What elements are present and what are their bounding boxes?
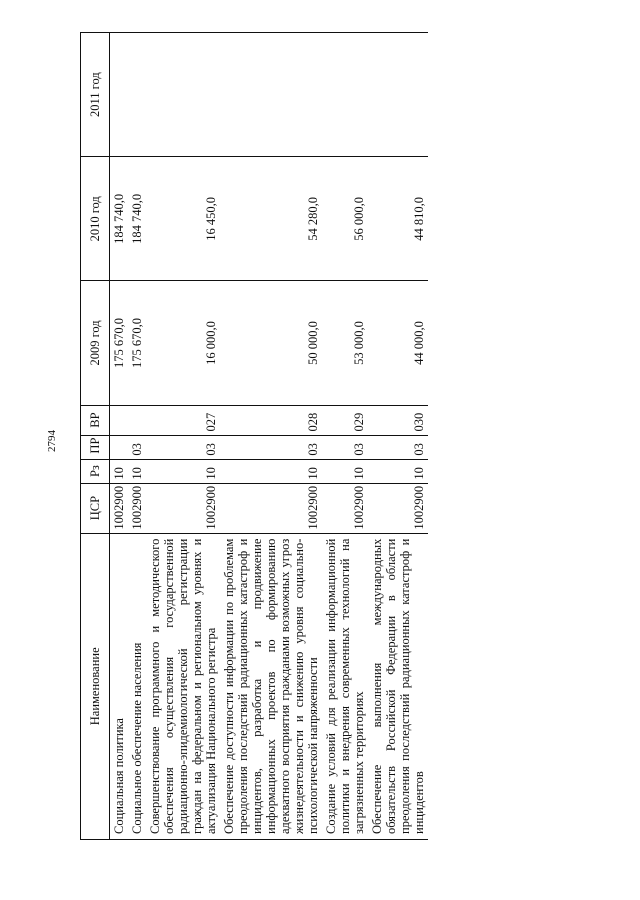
- row-2010: 184 740,0: [110, 157, 129, 281]
- row-csr: 1002900: [146, 483, 220, 533]
- row-2011: [146, 33, 220, 157]
- row-name: Совершенствование программного и методического обеспечения осуществления государственной радиационно-эпидемиологической регистрации граждан на федеральном и региональном уровнях и актуализация Национального регистра: [146, 533, 220, 839]
- row-pr: 03: [128, 435, 146, 459]
- budget-table: [80, 32, 428, 840]
- header-name: Наименование: [81, 533, 110, 839]
- table-row: [146, 33, 220, 840]
- row-2009: 50 000,0: [220, 281, 322, 405]
- row-vr: 028: [220, 405, 322, 435]
- table-row: [368, 33, 428, 840]
- header-row: [81, 33, 110, 840]
- header-vr: ВР: [81, 405, 110, 435]
- row-2010: 56 000,0: [322, 157, 368, 281]
- row-2011: [322, 33, 368, 157]
- row-csr: 1002900: [110, 483, 129, 533]
- row-vr: 027: [146, 405, 220, 435]
- table-row: [220, 33, 322, 840]
- row-pr: 03: [146, 435, 220, 459]
- row-name: Обеспечение выполнения международных обязательств Российской Федерации в области преодоления последствий радиационных катастроф и инцидентов: [368, 533, 428, 839]
- row-2011: [368, 33, 428, 157]
- row-csr: 1002900: [322, 483, 368, 533]
- row-rz: 10: [368, 459, 428, 483]
- header-rz: Рз: [81, 459, 110, 483]
- row-pr: 03: [368, 435, 428, 459]
- header-2010: 2010 год: [81, 157, 110, 281]
- row-name: Обеспечение доступности информации по проблемам преодоления последствий радиационных катастроф и инцидентов, разработка и продвижение информационных проектов по формированию адекватного восприятия гражданами возможных угроз жизнедеятельности и снижению уровня социально-психологической напряженности: [220, 533, 322, 839]
- table-body: [110, 33, 429, 840]
- row-2010: 54 280,0: [220, 157, 322, 281]
- row-2009: 53 000,0: [322, 281, 368, 405]
- row-2009: 44 000,0: [368, 281, 428, 405]
- row-name: Социальная политика: [110, 533, 129, 839]
- table-row: [322, 33, 368, 840]
- row-pr: 03: [220, 435, 322, 459]
- row-vr: 030: [368, 405, 428, 435]
- row-pr: [110, 435, 129, 459]
- row-vr: [128, 405, 146, 435]
- row-vr: [110, 405, 129, 435]
- row-2010: 44 810,0: [368, 157, 428, 281]
- header-pr: ПР: [81, 435, 110, 459]
- rotated-table-container: [80, 32, 614, 840]
- header-2009: 2009 год: [81, 281, 110, 405]
- row-rz: 10: [128, 459, 146, 483]
- row-pr: 03: [322, 435, 368, 459]
- row-2011: [128, 33, 146, 157]
- header-2011: 2011 год: [81, 33, 110, 157]
- row-2011: [110, 33, 129, 157]
- row-rz: 10: [110, 459, 129, 483]
- row-2009: 16 000,0: [146, 281, 220, 405]
- row-csr: 1002900: [220, 483, 322, 533]
- table-header: [81, 33, 110, 840]
- row-csr: 1002900: [368, 483, 428, 533]
- table-row: [128, 33, 146, 840]
- row-2010: 16 450,0: [146, 157, 220, 281]
- row-2009: 175 670,0: [128, 281, 146, 405]
- row-2011: [220, 33, 322, 157]
- header-csr: ЦСР: [81, 483, 110, 533]
- row-2010: 184 740,0: [128, 157, 146, 281]
- page-number: 2794: [46, 430, 58, 452]
- row-name: Социальное обеспечение населения: [128, 533, 146, 839]
- table-row: [110, 33, 129, 840]
- row-csr: 1002900: [128, 483, 146, 533]
- row-name: Создание условий для реализации информационной политики и внедрения современных технологий на загрязненных территориях: [322, 533, 368, 839]
- row-rz: 10: [146, 459, 220, 483]
- row-2009: 175 670,0: [110, 281, 129, 405]
- row-rz: 10: [322, 459, 368, 483]
- row-vr: 029: [322, 405, 368, 435]
- row-rz: 10: [220, 459, 322, 483]
